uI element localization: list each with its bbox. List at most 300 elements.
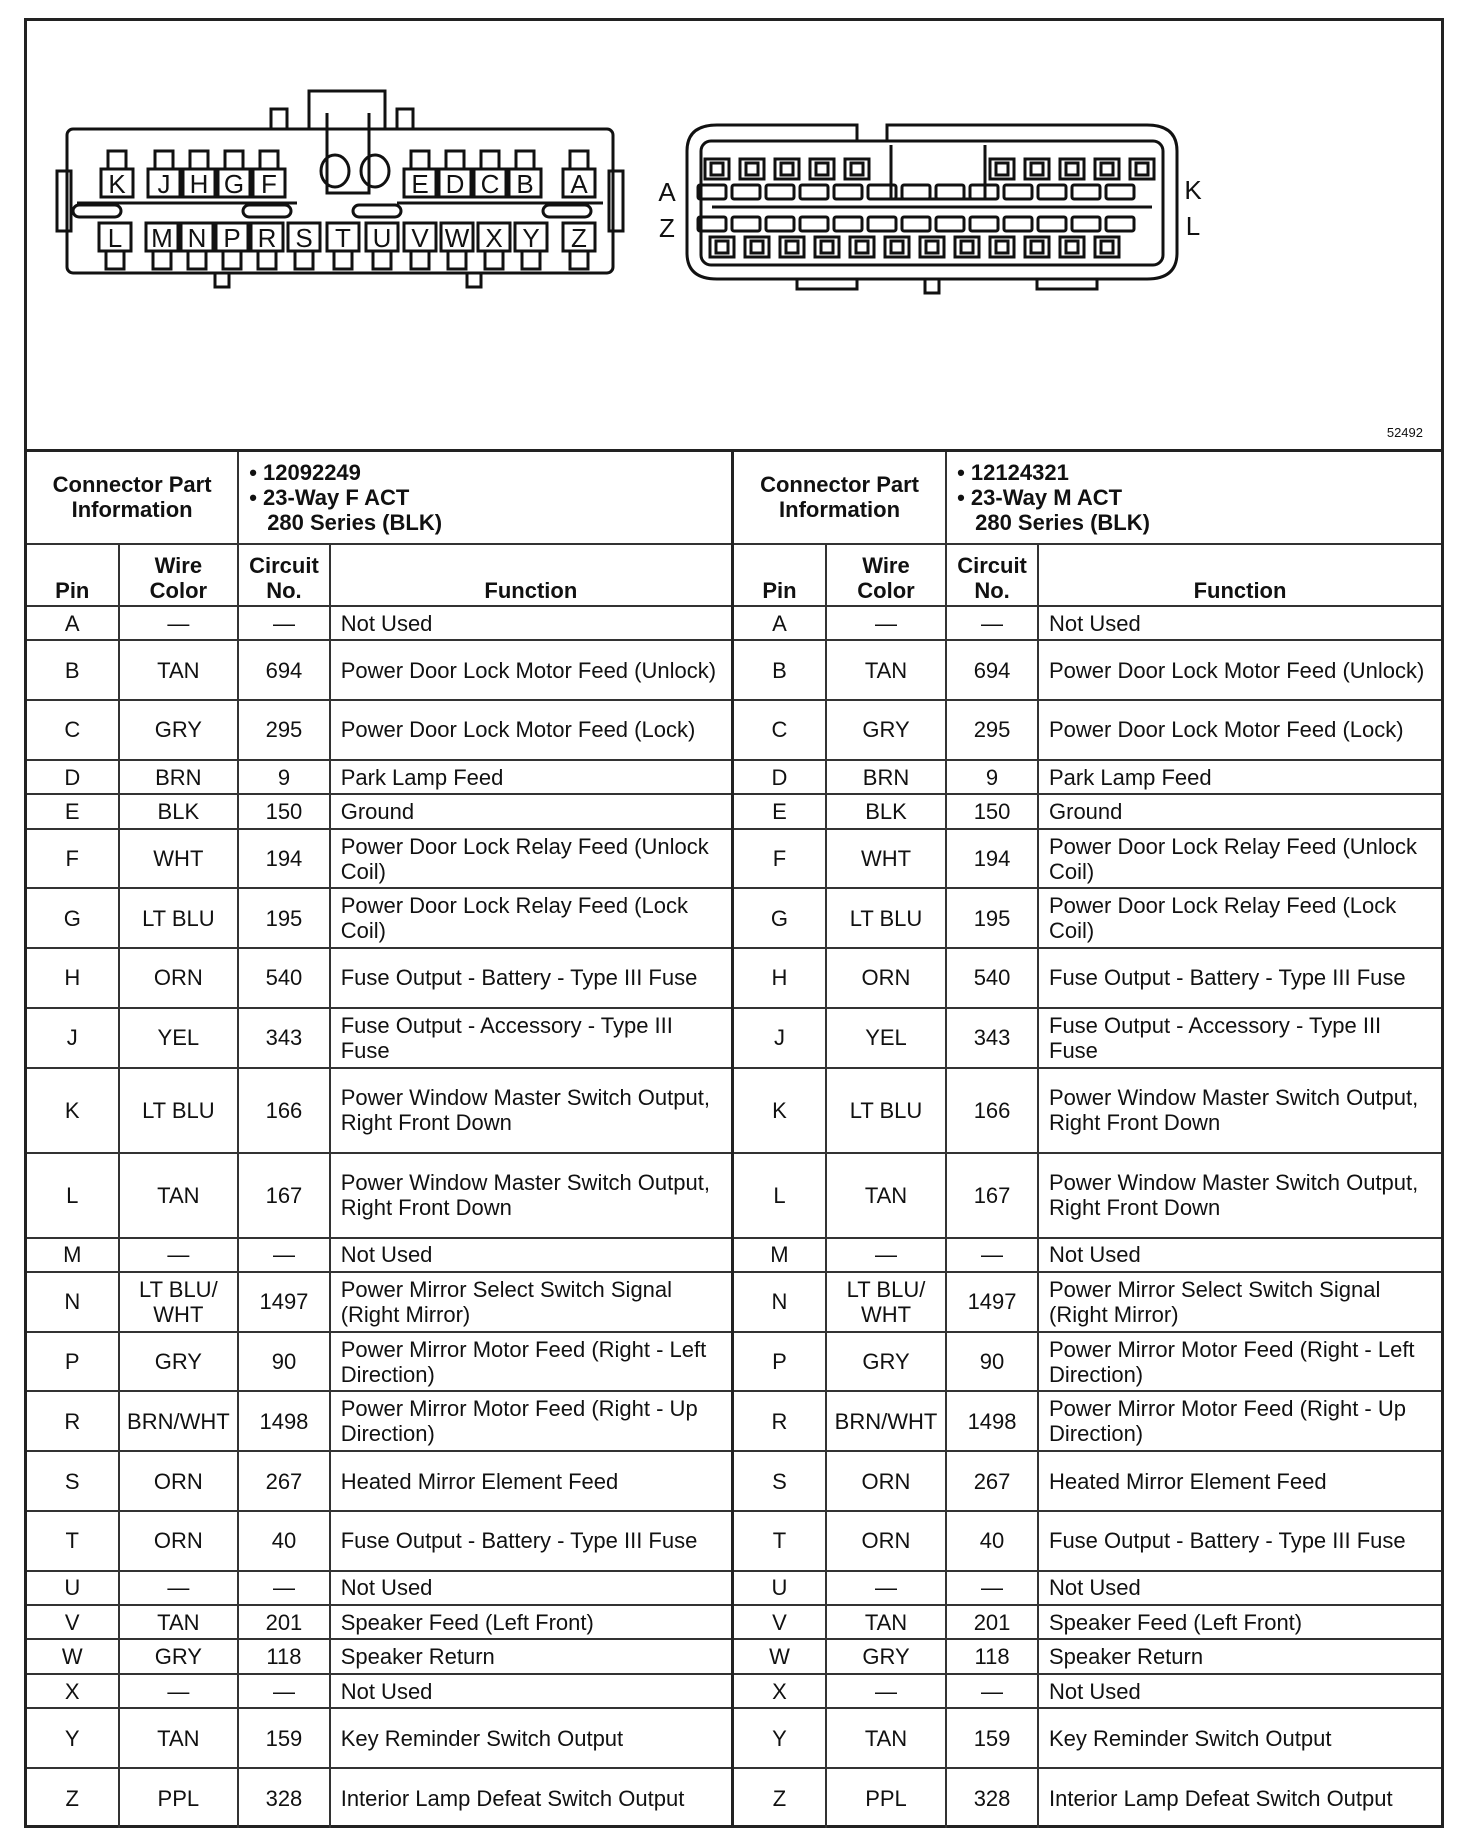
- circuit-no-cell: 194: [946, 829, 1038, 889]
- foot: [215, 273, 229, 287]
- pin-cell: F: [27, 829, 119, 889]
- terminal-slot: [936, 217, 964, 231]
- wire-color-cell: TAN: [826, 640, 946, 700]
- terminal-latch: [258, 251, 276, 269]
- latch-pin: [361, 155, 389, 187]
- bullet-icon: •: [957, 484, 971, 510]
- pin-row: [734, 1238, 1441, 1272]
- circuit-no-cell: 40: [946, 1511, 1038, 1571]
- wire-color-cell: LT BLU: [119, 1068, 239, 1153]
- pin-row: [27, 1153, 731, 1238]
- wire-color-header: Wire Color: [826, 544, 946, 606]
- pin-cell: S: [734, 1451, 826, 1511]
- pin-row: [27, 1068, 731, 1153]
- function-cell: Power Window Master Switch Output, Right Front Down: [330, 1068, 731, 1153]
- pin-label: T: [335, 223, 351, 253]
- wire-color-cell: ORN: [826, 948, 946, 1008]
- terminal-latch: [522, 251, 540, 269]
- bullet-icon: •: [249, 484, 264, 510]
- wire-color-cell: ORN: [119, 1451, 239, 1511]
- terminal-blade: [746, 163, 758, 175]
- pin-cell: D: [27, 760, 119, 794]
- bullet-icon: •: [249, 459, 264, 485]
- terminal-slot: [970, 217, 998, 231]
- row-label: Z: [659, 213, 675, 243]
- pin-cell: G: [27, 888, 119, 948]
- terminal-latch: [411, 151, 429, 169]
- pin-cell: R: [27, 1391, 119, 1451]
- pin-row: [734, 1674, 1441, 1708]
- pinout-table-left: [27, 452, 734, 1828]
- terminal-slot: [1106, 185, 1134, 199]
- function-cell: Speaker Return: [330, 1639, 731, 1673]
- circuit-no-cell: 295: [946, 700, 1038, 760]
- wire-color-cell: BLK: [826, 794, 946, 828]
- circuit-no-cell: 118: [946, 1639, 1038, 1673]
- terminal-blade: [1136, 163, 1148, 175]
- function-cell: Not Used: [1038, 606, 1441, 640]
- terminal-slot: [1004, 185, 1032, 199]
- function-cell: Park Lamp Feed: [330, 760, 731, 794]
- function-cell: Heated Mirror Element Feed: [330, 1451, 731, 1511]
- spec-text: 23-Way M ACT 280 Series (BLK): [970, 484, 1150, 535]
- key-slot: [73, 205, 121, 217]
- circuit-no-cell: 166: [946, 1068, 1038, 1153]
- foot: [797, 279, 857, 289]
- housing-ear: [57, 171, 71, 231]
- pin-row: [27, 829, 731, 889]
- terminal-slot: [1106, 217, 1134, 231]
- circuit-no-cell: 118: [238, 1639, 330, 1673]
- pin-cell: Y: [734, 1708, 826, 1768]
- connector-specs: [238, 452, 731, 544]
- terminal-slot: [732, 185, 760, 199]
- pin-row: [27, 794, 731, 828]
- latch-housing: [309, 91, 385, 129]
- wire-color-cell: —: [119, 1674, 239, 1708]
- pin-row: [27, 1571, 731, 1605]
- pin-cell: B: [734, 640, 826, 700]
- pin-cell: T: [27, 1511, 119, 1571]
- function-cell: Power Mirror Motor Feed (Right - Left Direction): [330, 1332, 731, 1392]
- key-slot: [243, 205, 291, 217]
- function-cell: Power Mirror Select Switch Signal (Right Mirror): [330, 1272, 731, 1332]
- pin-cell: M: [27, 1238, 119, 1272]
- pin-cell: N: [734, 1272, 826, 1332]
- housing-ear: [609, 171, 623, 231]
- terminal-slot: [868, 217, 896, 231]
- circuit-no-cell: 194: [238, 829, 330, 889]
- connector-spec-item: [957, 459, 1435, 485]
- terminal-latch: [516, 151, 534, 169]
- terminal-blade: [1031, 163, 1043, 175]
- connector-drawing: [27, 21, 1441, 449]
- wire-color-cell: WHT: [119, 829, 239, 889]
- circuit-no-cell: —: [946, 1238, 1038, 1272]
- terminal-blade: [926, 241, 938, 253]
- function-cell: Power Door Lock Relay Feed (Unlock Coil): [1038, 829, 1441, 889]
- connector-info-label: Connector Part Information: [734, 452, 946, 544]
- pin-cell: R: [734, 1391, 826, 1451]
- function-cell: Power Door Lock Motor Feed (Lock): [1038, 700, 1441, 760]
- pin-header: Pin: [27, 544, 119, 606]
- terminal-blade: [1066, 241, 1078, 253]
- pin-cell: H: [734, 948, 826, 1008]
- pin-cell: E: [27, 794, 119, 828]
- pin-cell: U: [27, 1571, 119, 1605]
- terminal-slot: [732, 217, 760, 231]
- pin-cell: Z: [27, 1768, 119, 1828]
- pin-label: R: [257, 223, 277, 253]
- pin-row: [734, 888, 1441, 948]
- pin-cell: W: [27, 1639, 119, 1673]
- function-cell: Key Reminder Switch Output: [1038, 1708, 1441, 1768]
- circuit-no-cell: 267: [238, 1451, 330, 1511]
- terminal-slot: [766, 217, 794, 231]
- terminal-blade: [711, 163, 723, 175]
- terminal-latch: [570, 251, 588, 269]
- pin-cell: L: [734, 1153, 826, 1238]
- terminal-blade: [1066, 163, 1078, 175]
- pin-row: [734, 829, 1441, 889]
- pin-row: [734, 794, 1441, 828]
- wire-color-cell: LT BLU: [826, 1068, 946, 1153]
- terminal-latch: [108, 151, 126, 169]
- female-connector-face: [57, 91, 623, 287]
- function-cell: Not Used: [330, 1571, 731, 1605]
- circuit-no-cell: —: [946, 606, 1038, 640]
- function-cell: Power Door Lock Relay Feed (Lock Coil): [1038, 888, 1441, 948]
- terminal-latch: [570, 151, 588, 169]
- terminal-latch: [485, 251, 503, 269]
- pin-cell: E: [734, 794, 826, 828]
- row-label: L: [1185, 211, 1201, 241]
- pin-row: [734, 1511, 1441, 1571]
- pin-label: P: [223, 223, 241, 253]
- circuit-no-cell: —: [946, 1674, 1038, 1708]
- pin-row: [27, 1272, 731, 1332]
- function-cell: Power Window Master Switch Output, Right Front Down: [1038, 1068, 1441, 1153]
- wire-color-cell: —: [826, 606, 946, 640]
- pin-cell: B: [27, 640, 119, 700]
- row-label: A: [658, 177, 676, 207]
- pin-row: [734, 1708, 1441, 1768]
- pin-row: [734, 1768, 1441, 1828]
- wire-color-cell: —: [119, 606, 239, 640]
- pin-label: L: [107, 223, 123, 253]
- terminal-latch: [295, 251, 313, 269]
- wire-color-cell: GRY: [826, 1332, 946, 1392]
- terminal-slot: [902, 217, 930, 231]
- pin-label: W: [444, 223, 470, 253]
- connector-diagram: [27, 21, 1441, 449]
- pin-row: [27, 1238, 731, 1272]
- pin-cell: X: [27, 1674, 119, 1708]
- pin-cell: M: [734, 1238, 826, 1272]
- function-cell: Power Mirror Select Switch Signal (Right Mirror): [1038, 1272, 1441, 1332]
- wire-color-cell: TAN: [119, 640, 239, 700]
- pin-row: [27, 1511, 731, 1571]
- wire-color-cell: WHT: [826, 829, 946, 889]
- terminal-blade: [996, 241, 1008, 253]
- pin-label: G: [223, 169, 245, 199]
- pin-label: A: [570, 169, 588, 199]
- wire-color-cell: TAN: [826, 1153, 946, 1238]
- function-cell: Speaker Return: [1038, 1639, 1441, 1673]
- function-cell: Key Reminder Switch Output: [330, 1708, 731, 1768]
- terminal-blade: [856, 241, 868, 253]
- terminal-blade: [716, 241, 728, 253]
- function-cell: Ground: [1038, 794, 1441, 828]
- wire-color-cell: BLK: [119, 794, 239, 828]
- pin-row: [27, 1008, 731, 1068]
- circuit-no-cell: 343: [238, 1008, 330, 1068]
- pin-row: [734, 1451, 1441, 1511]
- terminal-latch: [223, 251, 241, 269]
- connector-spec-item: [249, 459, 725, 485]
- pin-row: [734, 1639, 1441, 1673]
- pin-cell: G: [734, 888, 826, 948]
- pin-cell: S: [27, 1451, 119, 1511]
- wire-color-cell: GRY: [826, 700, 946, 760]
- pin-label: D: [445, 169, 465, 199]
- pin-row: [27, 1708, 731, 1768]
- function-cell: Interior Lamp Defeat Switch Output: [330, 1768, 731, 1828]
- terminal-latch: [334, 251, 352, 269]
- terminal-slot: [834, 217, 862, 231]
- circuit-no-cell: 1497: [946, 1272, 1038, 1332]
- pin-label: H: [189, 169, 209, 199]
- spec-text: 12124321: [970, 459, 1069, 485]
- wire-color-cell: TAN: [119, 1605, 239, 1639]
- spec-text: 23-Way F ACT 280 Series (BLK): [263, 484, 443, 535]
- function-cell: Ground: [330, 794, 731, 828]
- terminal-slot: [1072, 217, 1100, 231]
- circuit-no-cell: 150: [946, 794, 1038, 828]
- pin-row: [27, 640, 731, 700]
- circuit-no-cell: 150: [238, 794, 330, 828]
- terminal-blade: [751, 241, 763, 253]
- pin-label: E: [411, 169, 429, 199]
- pin-cell: H: [27, 948, 119, 1008]
- pin-row: [734, 1153, 1441, 1238]
- function-cell: Not Used: [1038, 1238, 1441, 1272]
- function-cell: Power Window Master Switch Output, Right Front Down: [330, 1153, 731, 1238]
- pin-cell: A: [27, 606, 119, 640]
- terminal-slot: [834, 185, 862, 199]
- circuit-no-cell: 201: [238, 1605, 330, 1639]
- function-cell: Fuse Output - Accessory - Type III Fuse: [1038, 1008, 1441, 1068]
- function-cell: Power Door Lock Motor Feed (Unlock): [330, 640, 731, 700]
- wire-color-cell: YEL: [826, 1008, 946, 1068]
- terminal-latch: [188, 251, 206, 269]
- pin-cell: A: [734, 606, 826, 640]
- terminal-latch: [260, 151, 278, 169]
- pin-cell: X: [734, 1674, 826, 1708]
- pin-label: U: [372, 223, 392, 253]
- pin-row: [734, 606, 1441, 640]
- pin-row: [734, 1008, 1441, 1068]
- circuit-no-cell: 167: [946, 1153, 1038, 1238]
- pinout-table-right: [734, 452, 1441, 1828]
- wire-color-cell: ORN: [826, 1511, 946, 1571]
- wire-color-cell: —: [826, 1238, 946, 1272]
- figure-id: 52492: [1386, 425, 1423, 440]
- circuit-no-cell: —: [238, 1238, 330, 1272]
- circuit-no-cell: 694: [238, 640, 330, 700]
- pin-cell: K: [734, 1068, 826, 1153]
- pin-cell: F: [734, 829, 826, 889]
- pinout-tables: [27, 449, 1441, 1828]
- circuit-no-cell: 295: [238, 700, 330, 760]
- wire-color-cell: LT BLU/ WHT: [119, 1272, 239, 1332]
- circuit-no-cell: 540: [946, 948, 1038, 1008]
- terminal-latch: [225, 151, 243, 169]
- pin-row: [734, 1068, 1441, 1153]
- function-cell: Fuse Output - Battery - Type III Fuse: [1038, 948, 1441, 1008]
- circuit-no-cell: 159: [238, 1708, 330, 1768]
- spec-text: 12092249: [263, 459, 361, 485]
- pin-cell: L: [27, 1153, 119, 1238]
- key-slot: [543, 205, 591, 217]
- terminal-slot: [902, 185, 930, 199]
- male-connector-face: [658, 125, 1202, 293]
- pin-label: F: [261, 169, 277, 199]
- pin-label: X: [485, 223, 503, 253]
- function-cell: Power Door Lock Motor Feed (Unlock): [1038, 640, 1441, 700]
- pin-row: [27, 888, 731, 948]
- wire-color-cell: TAN: [119, 1708, 239, 1768]
- pin-cell: J: [734, 1008, 826, 1068]
- circuit-no-cell: 694: [946, 640, 1038, 700]
- pin-cell: V: [734, 1605, 826, 1639]
- terminal-blade: [821, 241, 833, 253]
- pin-row: [27, 1674, 731, 1708]
- function-cell: Not Used: [330, 1238, 731, 1272]
- circuit-no-cell: —: [238, 606, 330, 640]
- pin-header: Pin: [734, 544, 826, 606]
- circuit-no-cell: 159: [946, 1708, 1038, 1768]
- latch-pin: [321, 155, 349, 187]
- terminal-latch: [411, 251, 429, 269]
- function-cell: Speaker Feed (Left Front): [1038, 1605, 1441, 1639]
- foot: [467, 273, 481, 287]
- wire-color-cell: ORN: [119, 1511, 239, 1571]
- wire-color-cell: BRN: [826, 760, 946, 794]
- pin-label: S: [295, 223, 313, 253]
- pin-label: B: [516, 169, 534, 199]
- row-label: K: [1184, 175, 1202, 205]
- pin-row: [734, 1272, 1441, 1332]
- connector-spec-item: [957, 484, 1435, 535]
- pin-label: N: [187, 223, 207, 253]
- post: [397, 109, 413, 129]
- circuit-no-cell: 166: [238, 1068, 330, 1153]
- wire-color-cell: —: [119, 1571, 239, 1605]
- terminal-blade: [781, 163, 793, 175]
- circuit-no-cell: 1497: [238, 1272, 330, 1332]
- terminal-slot: [766, 185, 794, 199]
- pin-row: [27, 1451, 731, 1511]
- pin-row: [27, 1768, 731, 1828]
- wire-color-cell: GRY: [119, 700, 239, 760]
- wire-color-cell: TAN: [119, 1153, 239, 1238]
- circuit-no-cell: 9: [946, 760, 1038, 794]
- pin-label: Z: [571, 223, 587, 253]
- foot: [925, 279, 939, 293]
- terminal-blade: [1101, 241, 1113, 253]
- wire-color-header: Wire Color: [119, 544, 239, 606]
- circuit-no-cell: —: [238, 1674, 330, 1708]
- circuit-no-cell: 195: [238, 888, 330, 948]
- terminal-latch: [446, 151, 464, 169]
- pin-row: [27, 1639, 731, 1673]
- pin-row: [734, 760, 1441, 794]
- terminal-latch: [190, 151, 208, 169]
- terminal-blade: [1101, 163, 1113, 175]
- pin-cell: C: [27, 700, 119, 760]
- wire-color-cell: BRN: [119, 760, 239, 794]
- pin-label: K: [108, 169, 126, 199]
- pin-cell: K: [27, 1068, 119, 1153]
- wire-color-cell: GRY: [826, 1639, 946, 1673]
- pin-cell: T: [734, 1511, 826, 1571]
- pin-label: V: [411, 223, 429, 253]
- pin-cell: J: [27, 1008, 119, 1068]
- pin-label: Y: [522, 223, 540, 253]
- key-slot: [353, 205, 401, 217]
- wire-color-cell: GRY: [119, 1639, 239, 1673]
- circuit-no-cell: 343: [946, 1008, 1038, 1068]
- pin-row: [734, 1391, 1441, 1451]
- pin-label: C: [480, 169, 500, 199]
- terminal-slot: [1038, 217, 1066, 231]
- pin-row: [734, 1332, 1441, 1392]
- pin-cell: N: [27, 1272, 119, 1332]
- terminal-latch: [106, 251, 124, 269]
- circuit-no-header: Circuit No.: [946, 544, 1038, 606]
- pin-row: [27, 760, 731, 794]
- wire-color-cell: BRN/WHT: [826, 1391, 946, 1451]
- pin-row: [27, 1391, 731, 1451]
- wire-color-cell: TAN: [826, 1605, 946, 1639]
- circuit-no-cell: 40: [238, 1511, 330, 1571]
- wire-color-cell: YEL: [119, 1008, 239, 1068]
- pin-cell: U: [734, 1571, 826, 1605]
- function-cell: Power Door Lock Relay Feed (Unlock Coil): [330, 829, 731, 889]
- bullet-icon: •: [957, 459, 971, 485]
- terminal-latch: [448, 251, 466, 269]
- pin-row: [734, 948, 1441, 1008]
- terminal-latch: [155, 151, 173, 169]
- circuit-no-cell: 328: [238, 1768, 330, 1828]
- pin-cell: P: [27, 1332, 119, 1392]
- circuit-no-cell: 328: [946, 1768, 1038, 1828]
- wire-color-cell: LT BLU/ WHT: [826, 1272, 946, 1332]
- pin-label: J: [157, 169, 171, 199]
- document-frame: [24, 18, 1444, 1828]
- function-cell: Not Used: [1038, 1674, 1441, 1708]
- terminal-blade: [891, 241, 903, 253]
- wire-color-cell: LT BLU: [826, 888, 946, 948]
- terminal-blade: [851, 163, 863, 175]
- pin-row: [27, 1605, 731, 1639]
- pin-row: [734, 1571, 1441, 1605]
- wire-color-cell: TAN: [826, 1708, 946, 1768]
- terminal-slot: [1072, 185, 1100, 199]
- terminal-blade: [996, 163, 1008, 175]
- circuit-no-cell: 540: [238, 948, 330, 1008]
